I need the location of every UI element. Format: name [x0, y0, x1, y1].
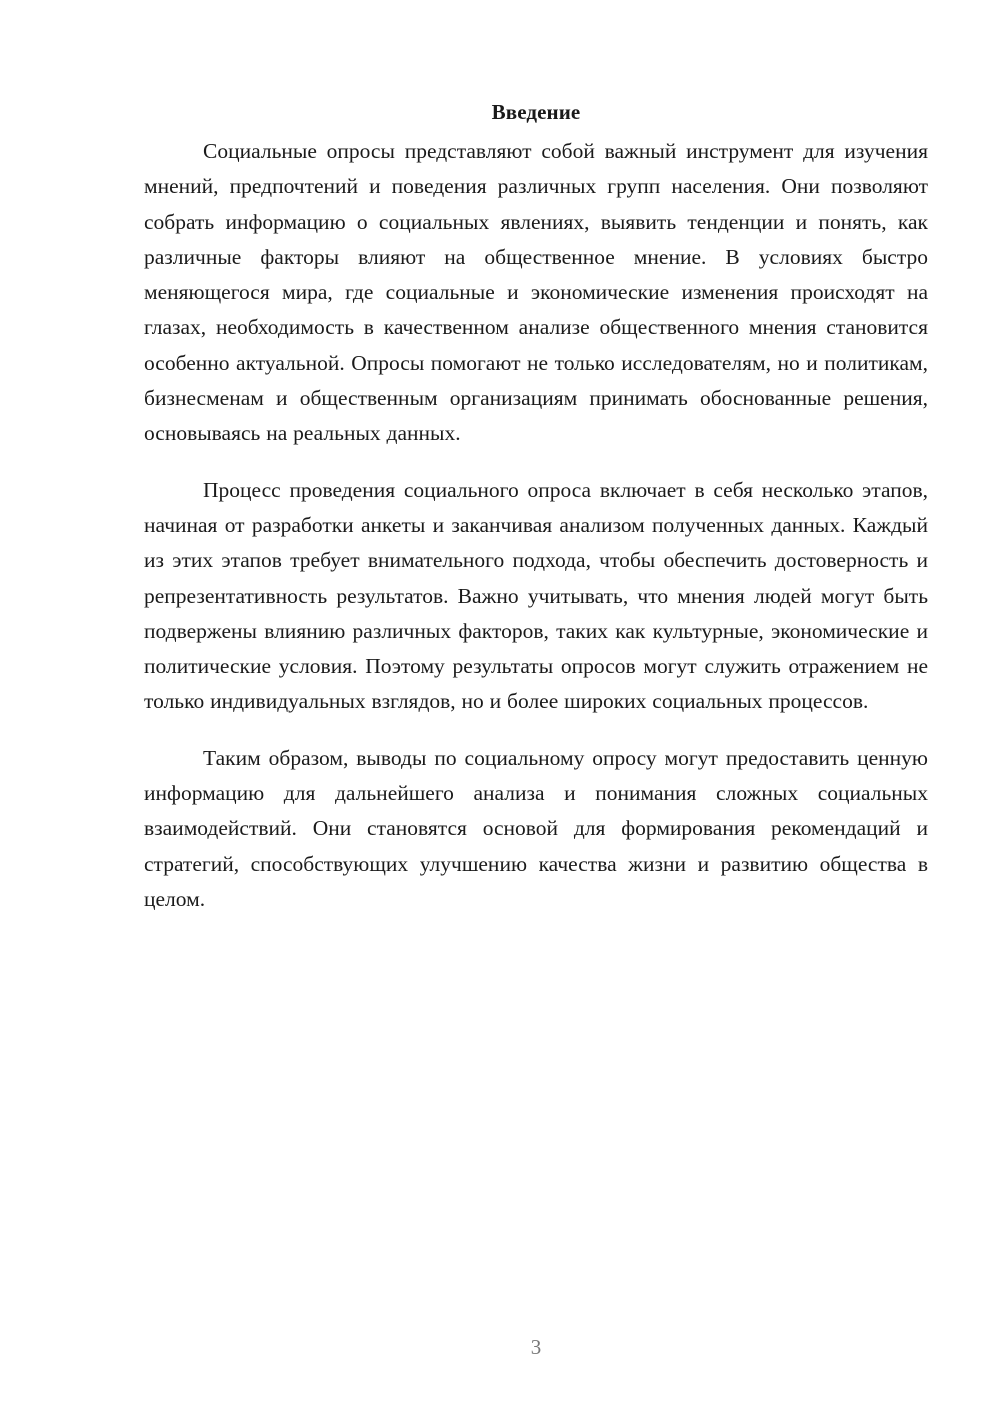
page-number: 3	[530, 1335, 542, 1359]
section-heading: Введение	[491, 100, 581, 124]
paragraph-3: Таким образом, выводы по социальному опросу могут предоставить ценную информацию для дальнейшего анализа и понимания сложных социальных взаимодействий. Они становятся основой для формирования рекомендаций и стратегий, способствующих улучшению качества жизни и развитию общества в целом.	[144, 745, 928, 911]
paragraph-1: Социальные опросы представляют собой важный инструмент для изучения мнений, предпочтений и поведения различных групп населения. Они позволяют собрать информацию о социальных явлениях, выявить тенденции и понять, как различные факторы влияют на общественное мнение. В условиях быстро меняющегося мира, где социальные и экономические изменения происходят на глазах, необходимость в качественном анализе общественного мнения становится особенно актуальной. Опросы помогают не только исследователям, но и политикам, бизнесменам и общественным организациям принимать обоснованные решения, основываясь на реальных данных.	[144, 139, 928, 446]
page-content	[144, 98, 928, 917]
paragraph-2: Процесс проведения социального опроса включает в себя несколько этапов, начиная от разработки анкеты и заканчивая анализом полученных данных. Каждый из этих этапов требует внимательного подхода, чтобы обеспечить достоверность и репрезентативность результатов. Важно учитывать, что мнения людей могут быть подвержены влиянию различных факторов, таких как культурные, экономические и политические условия. Поэтому результаты опросов могут служить отражением не только индивидуальных взглядов, но и более широких социальных процессов.	[144, 477, 928, 714]
